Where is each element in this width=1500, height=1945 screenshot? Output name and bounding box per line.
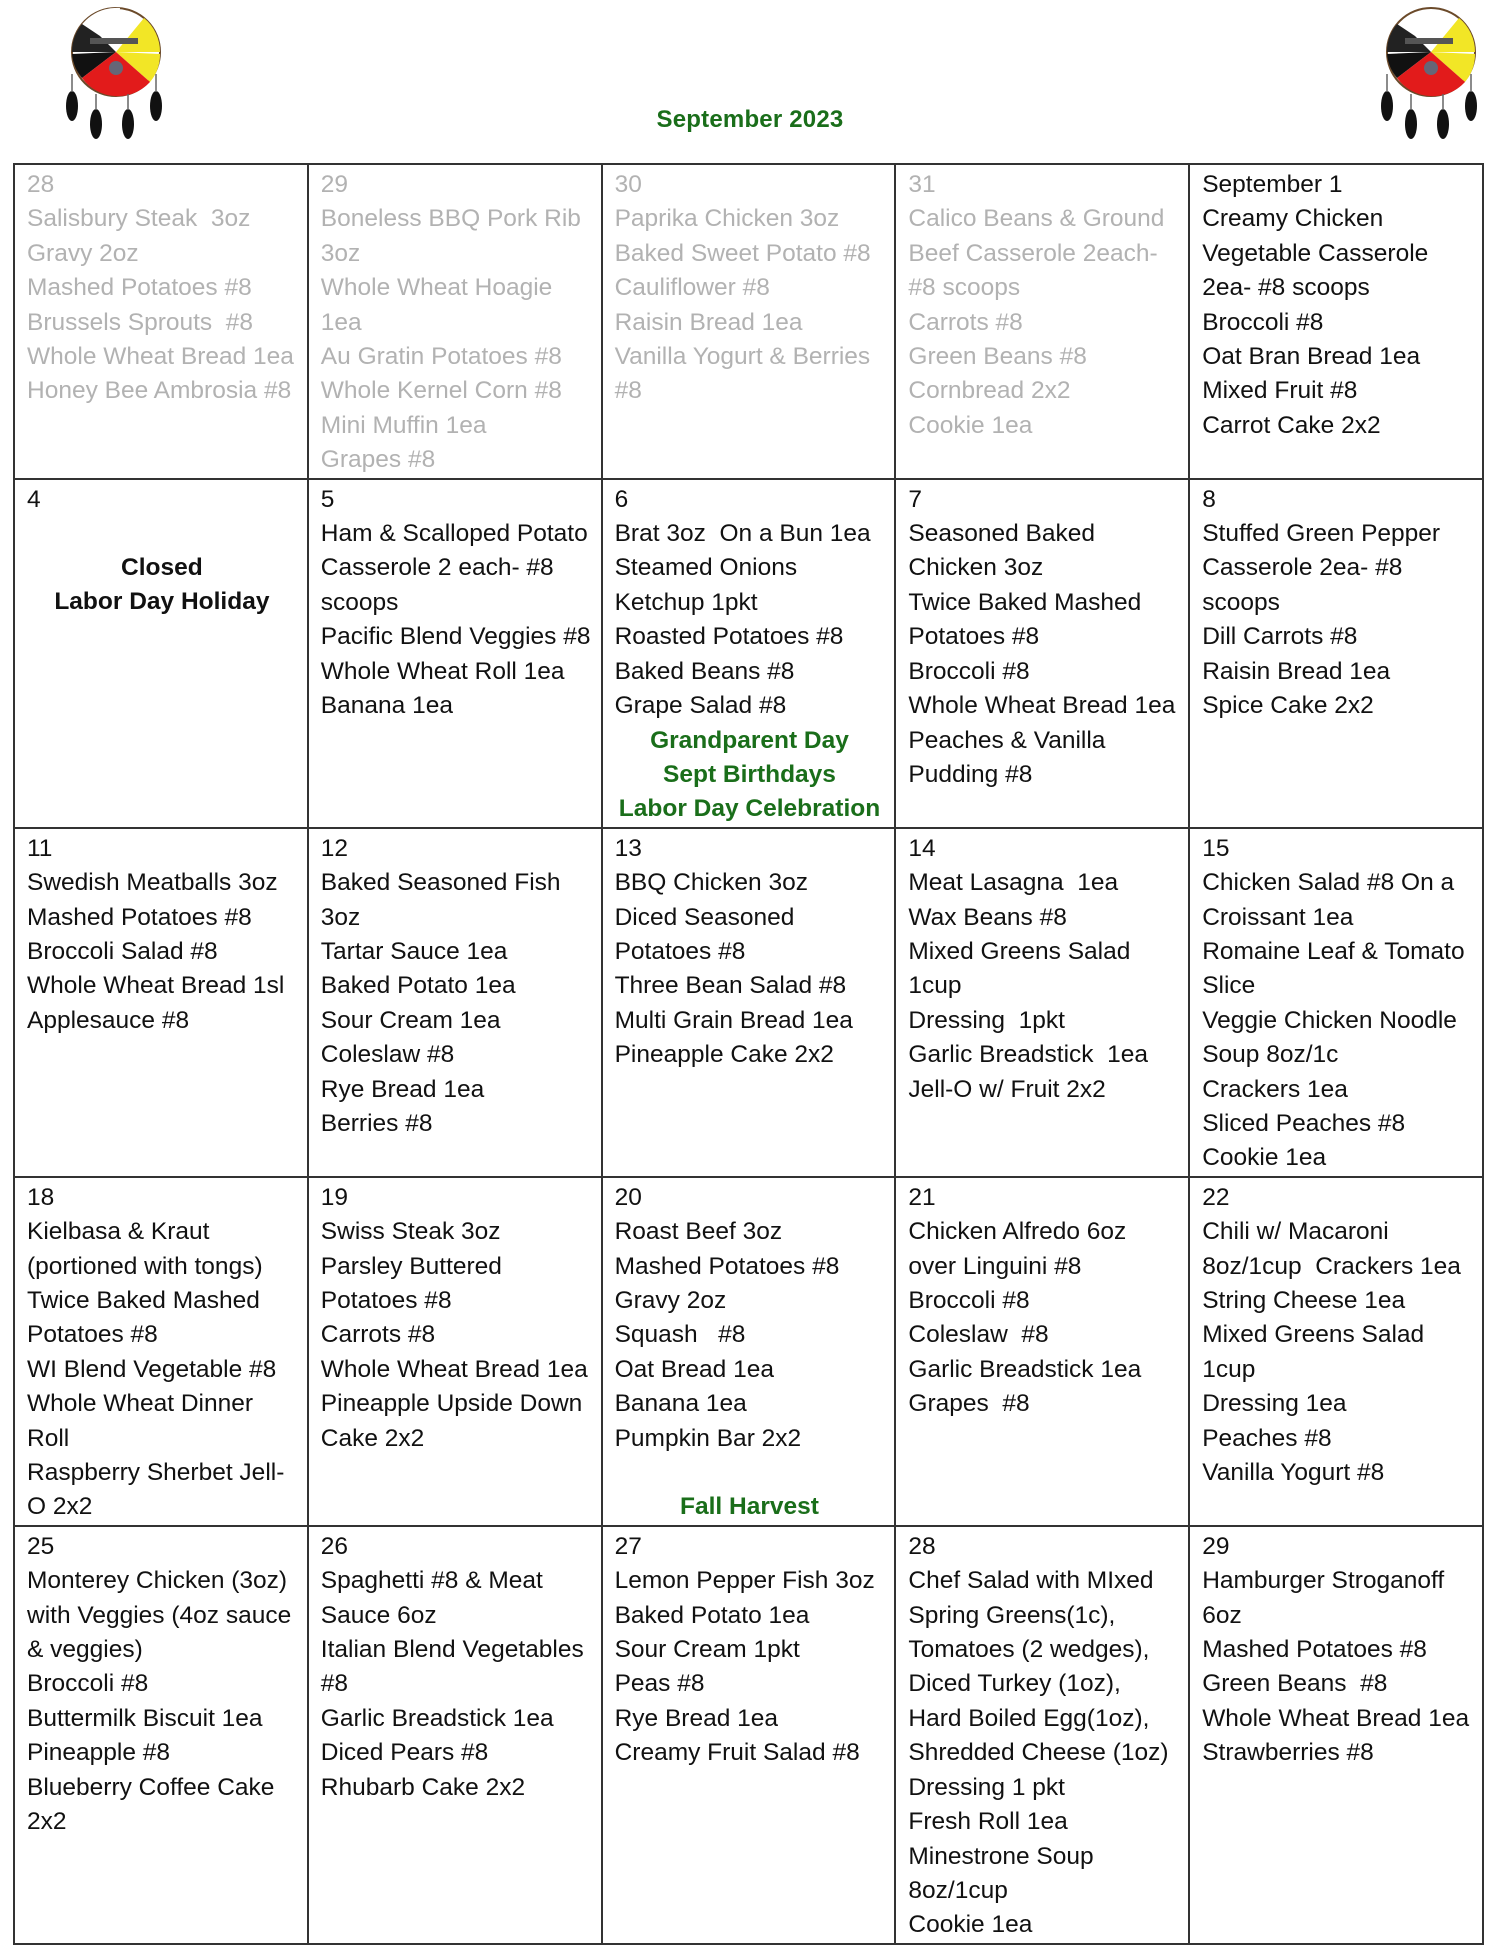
menu-item: Brat 3oz On a Bun 1ea [614, 520, 871, 548]
calendar-week [14, 479, 1483, 828]
menu-item: Pineapple Cake 2x2 [614, 1041, 834, 1069]
menu-item: Coleslaw #8 [320, 1041, 455, 1069]
calendar-day [602, 828, 896, 1177]
day-number: 7 [908, 485, 923, 513]
menu-item: Stuffed Green Pepper Casserole 2ea- #8 scoops [1202, 520, 1447, 616]
menu-item: Swedish Meatballs 3oz [27, 869, 278, 897]
menu-item: Meat Lasagna 1ea [908, 869, 1119, 897]
menu-item: Green Beans #8 [1202, 1670, 1388, 1698]
menu-item: Ketchup 1pkt [614, 588, 758, 616]
event-label: Sept Birthdays [663, 760, 836, 788]
menu-item: Cornbread 2x2 [908, 377, 1071, 405]
menu-item: Cookie 1ea [908, 411, 1033, 439]
menu-item: Dressing 1 pkt [908, 1773, 1065, 1801]
menu-item: Parsley Buttered Potatoes #8 [320, 1252, 509, 1314]
menu-item: Sour Cream 1pkt [614, 1636, 800, 1664]
menu-item: Green Beans #8 [908, 343, 1087, 371]
calendar-day [1189, 1526, 1483, 1944]
menu-item: Coleslaw #8 [908, 1321, 1049, 1349]
menu-item: Chicken Alfredo 6oz over Linguini #8 [908, 1218, 1134, 1280]
calendar-day [1189, 828, 1483, 1177]
day-number: 14 [908, 834, 936, 862]
day-number: 26 [320, 1532, 349, 1560]
menu-item: Blueberry Coffee Cake 2x2 [27, 1773, 282, 1836]
calendar-day [895, 1177, 1189, 1526]
menu-item: Veggie Chicken Noodle Soup 8oz/1c [1202, 1006, 1464, 1069]
menu-item: Rye Bread 1ea [320, 1075, 485, 1103]
calendar-day [14, 164, 308, 479]
menu-item: Banana 1ea [614, 1390, 747, 1418]
menu-item: Baked Potato 1ea [320, 972, 516, 1000]
menu-item: Pineapple Upside Down Cake 2x2 [320, 1390, 590, 1452]
menu-item: Roast Beef 3oz [614, 1218, 783, 1246]
menu-item: Tartar Sauce 1ea [320, 937, 508, 965]
menu-item: Diced Pears #8 [320, 1739, 489, 1767]
menu-item: Whole Wheat Bread 1ea [1202, 1704, 1470, 1732]
calendar-week [14, 828, 1483, 1177]
menu-item: Gravy 2oz [614, 1287, 727, 1314]
menu-item: Baked Sweet Potato #8 [614, 239, 871, 267]
menu-item: Whole Wheat Bread 1ea [27, 343, 294, 371]
calendar-day [308, 828, 602, 1177]
menu-item: Raisin Bread 1ea [614, 308, 803, 336]
menu-item: Mixed Fruit #8 [1202, 377, 1358, 405]
menu-item: Cookie 1ea [908, 1911, 1033, 1939]
menu-item: Grape Salad #8 [614, 692, 787, 720]
menu-item: Multi Grain Bread 1ea [614, 1006, 853, 1034]
day-number: 20 [614, 1183, 642, 1211]
holiday-label: Labor Day Holiday [54, 588, 270, 616]
menu-item: Peaches & Vanilla Pudding #8 [908, 726, 1113, 788]
calendar-day [602, 1177, 896, 1526]
day-number: 22 [1202, 1183, 1230, 1211]
day-number: 30 [614, 171, 642, 198]
calendar-day [14, 828, 308, 1177]
menu-item: Garlic Breadstick 1ea [908, 1355, 1142, 1383]
menu-item: Pineapple #8 [27, 1739, 171, 1767]
menu-item: Mashed Potatoes #8 [1202, 1636, 1427, 1664]
calendar-week [14, 164, 1483, 479]
menu-item: Seasoned Baked Chicken 3oz [908, 520, 1102, 582]
day-number: 19 [320, 1183, 349, 1211]
day-number: 15 [1202, 834, 1230, 862]
menu-item: Baked Seasoned Fish 3oz [320, 869, 568, 931]
menu-item: Garlic Breadstick 1ea [320, 1704, 554, 1732]
menu-item: Buttermilk Biscuit 1ea [27, 1704, 263, 1732]
day-number: 5 [320, 485, 335, 513]
menu-item: Banana 1ea [320, 692, 453, 720]
menu-item: Mini Muffin 1ea [320, 411, 487, 439]
day-number: 13 [614, 834, 642, 862]
menu-item: Minestrone Soup 8oz/1cup [908, 1842, 1101, 1904]
calendar-day [1189, 164, 1483, 479]
menu-item: Gravy 2oz [27, 239, 139, 267]
menu-item: Swiss Steak 3oz [320, 1218, 501, 1246]
menu-item: Cauliflower #8 [614, 274, 770, 302]
menu-item: Boneless BBQ Pork Rib 3oz [320, 205, 588, 267]
menu-item: Chili w/ Macaroni 8oz/1cup Crackers 1ea [1202, 1218, 1461, 1280]
day-number: 27 [614, 1532, 642, 1560]
menu-item: Pumpkin Bar 2x2 [614, 1424, 802, 1452]
menu-item: Whole Wheat Bread 1ea [320, 1355, 588, 1383]
menu-item: Garlic Breadstick 1ea [908, 1041, 1149, 1069]
menu-item: Spice Cake 2x2 [1202, 692, 1374, 720]
menu-calendar [13, 163, 1484, 1945]
menu-item: Kielbasa & Kraut (portioned with tongs) [27, 1218, 263, 1280]
menu-item: Calico Beans & Ground Beef Casserole 2each- #8 scoops [908, 205, 1172, 302]
menu-item: Dressing 1ea [1202, 1390, 1347, 1418]
menu-item: Twice Baked Mashed Potatoes #8 [908, 588, 1149, 651]
calendar-day [308, 1177, 602, 1526]
calendar-day [14, 1177, 308, 1526]
menu-item: Paprika Chicken 3oz [614, 205, 840, 233]
menu-item: Carrots #8 [320, 1321, 436, 1349]
menu-item: Sour Cream 1ea [320, 1006, 501, 1034]
menu-item: Whole Wheat Dinner Roll [27, 1390, 260, 1452]
menu-item: Jell-O w/ Fruit 2x2 [908, 1075, 1106, 1103]
menu-item: Twice Baked Mashed Potatoes #8 [27, 1287, 267, 1349]
menu-item: Broccoli #8 [1202, 308, 1324, 336]
calendar-day [602, 1526, 896, 1944]
calendar-day [14, 1526, 308, 1944]
menu-item: Oat Bread 1ea [614, 1355, 774, 1383]
day-number: 28 [27, 171, 55, 198]
menu-item: Peaches #8 [1202, 1424, 1332, 1452]
event-label: Fall Harvest [680, 1493, 819, 1521]
menu-item: Raisin Bread 1ea [1202, 657, 1391, 685]
calendar-day [1189, 479, 1483, 828]
menu-item: Italian Blend Vegetables #8 [320, 1636, 591, 1698]
menu-item: Berries #8 [320, 1109, 433, 1137]
menu-item: Broccoli Salad #8 [27, 937, 218, 965]
menu-item: Carrots #8 [908, 308, 1023, 336]
menu-item: Baked Beans #8 [614, 657, 795, 685]
calendar-day [308, 1526, 602, 1944]
menu-item: Mixed Greens Salad 1cup [908, 937, 1138, 1000]
menu-item: Applesauce #8 [27, 1006, 190, 1034]
day-number: 6 [614, 485, 629, 513]
day-number: 28 [908, 1532, 936, 1560]
menu-item: Creamy Chicken Vegetable Casserole 2ea- #8 scoops [1202, 205, 1436, 302]
calendar-day [308, 164, 602, 479]
menu-item: Vanilla Yogurt & Berries #8 [614, 343, 877, 405]
menu-item: Chef Salad with MIxed Spring Greens(1c), Tomatoes (2 wedges), Diced Turkey (1oz), Hard Boiled Egg(1oz), Shredded Cheese (1oz) [908, 1567, 1169, 1767]
menu-item: Broccoli #8 [908, 657, 1030, 685]
menu-item: Grapes #8 [908, 1390, 1030, 1418]
menu-item: Crackers 1ea [1202, 1075, 1348, 1103]
day-number: September 1 [1202, 171, 1343, 198]
menu-item: Wax Beans #8 [908, 903, 1067, 931]
menu-item: Pacific Blend Veggies #8 [320, 623, 591, 651]
day-number: 4 [27, 485, 41, 513]
menu-item: Squash #8 [614, 1321, 746, 1349]
day-number: 25 [27, 1532, 55, 1560]
menu-item: String Cheese 1ea [1202, 1287, 1406, 1314]
menu-item: Ham & Scalloped Potato Casserole 2 each- #8 scoops [320, 520, 595, 616]
menu-item: Whole Wheat Bread 1sl [27, 972, 285, 1000]
menu-item: BBQ Chicken 3oz [614, 869, 808, 897]
menu-item: Baked Potato 1ea [614, 1601, 810, 1629]
menu-item: Spaghetti #8 & Meat Sauce 6oz [320, 1567, 550, 1629]
menu-item: Oat Bran Bread 1ea [1202, 343, 1421, 371]
menu-item: Vanilla Yogurt #8 [1202, 1459, 1385, 1487]
menu-item: Salisbury Steak 3oz [27, 205, 251, 233]
menu-item: Romaine Leaf & Tomato Slice [1202, 937, 1472, 1000]
menu-item: Peas #8 [614, 1670, 705, 1698]
menu-item: Dressing 1pkt [908, 1006, 1065, 1034]
menu-item: Honey Bee Ambrosia #8 [27, 377, 292, 405]
day-number: 21 [908, 1183, 936, 1211]
calendar-week [14, 1526, 1483, 1944]
calendar-week [14, 1177, 1483, 1526]
calendar-day [14, 479, 308, 828]
day-number: 12 [320, 834, 349, 862]
menu-item: Rhubarb Cake 2x2 [320, 1773, 526, 1801]
day-number: 29 [1202, 1532, 1230, 1560]
calendar-day [602, 164, 896, 479]
page-title: September 2023 [656, 106, 844, 133]
menu-item: Diced Seasoned Potatoes #8 [614, 903, 802, 965]
day-number: 8 [1202, 485, 1216, 513]
day-number: 29 [320, 171, 349, 198]
menu-item: Mashed Potatoes #8 [27, 903, 252, 931]
calendar-day [308, 479, 602, 828]
menu-item: Raspberry Sherbet Jell-O 2x2 [27, 1459, 285, 1521]
menu-item: Whole Kernel Corn #8 [320, 377, 562, 405]
menu-item: WI Blend Vegetable #8 [27, 1355, 277, 1383]
menu-item: Carrot Cake 2x2 [1202, 411, 1381, 439]
calendar-day [602, 479, 896, 828]
menu-item: Steamed Onions [614, 554, 798, 582]
menu-item: Broccoli #8 [908, 1287, 1030, 1314]
closed-label: Closed [121, 554, 203, 582]
menu-item: Chicken Salad #8 On a Croissant 1ea [1202, 869, 1461, 931]
menu-item: Cookie 1ea [1202, 1144, 1327, 1172]
calendar-day [1189, 1177, 1483, 1526]
menu-item: Au Gratin Potatoes #8 [320, 343, 562, 371]
menu-item: Monterey Chicken (3oz) with Veggies (4oz sauce & veggies) [27, 1567, 299, 1664]
menu-item: Brussels Sprouts #8 [27, 308, 254, 336]
day-number: 31 [908, 171, 936, 198]
menu-item: Sliced Peaches #8 [1202, 1109, 1406, 1137]
menu-item: Grapes #8 [320, 446, 436, 474]
calendar-day [895, 479, 1189, 828]
menu-item: Lemon Pepper Fish 3oz [614, 1567, 875, 1595]
menu-item: Strawberries #8 [1202, 1739, 1374, 1767]
day-number: 11 [27, 834, 53, 862]
menu-item: Rye Bread 1ea [614, 1704, 779, 1732]
menu-item: Whole Wheat Roll 1ea [320, 657, 565, 685]
calendar-day [895, 1526, 1189, 1944]
menu-item: Whole Wheat Hoagie 1ea [320, 274, 560, 336]
menu-item: Mashed Potatoes #8 [614, 1252, 840, 1280]
day-number: 18 [27, 1183, 55, 1211]
menu-item: Fresh Roll 1ea [908, 1808, 1068, 1836]
event-label: Grandparent Day [650, 726, 849, 754]
menu-item: Mixed Greens Salad 1cup [1202, 1321, 1431, 1383]
menu-item: Broccoli #8 [27, 1670, 149, 1698]
menu-item: Whole Wheat Bread 1ea [908, 692, 1176, 720]
menu-item: Three Bean Salad #8 [614, 972, 847, 1000]
menu-item: Roasted Potatoes #8 [614, 623, 844, 651]
calendar-day [895, 164, 1189, 479]
event-label: Labor Day Celebration [618, 795, 881, 823]
closed-notice [27, 551, 297, 620]
menu-item: Mashed Potatoes #8 [27, 274, 252, 302]
calendar-day [895, 828, 1189, 1177]
menu-item: Dill Carrots #8 [1202, 623, 1358, 651]
menu-item: Creamy Fruit Salad #8 [614, 1739, 860, 1767]
menu-item: Hamburger Stroganoff 6oz [1202, 1567, 1451, 1629]
